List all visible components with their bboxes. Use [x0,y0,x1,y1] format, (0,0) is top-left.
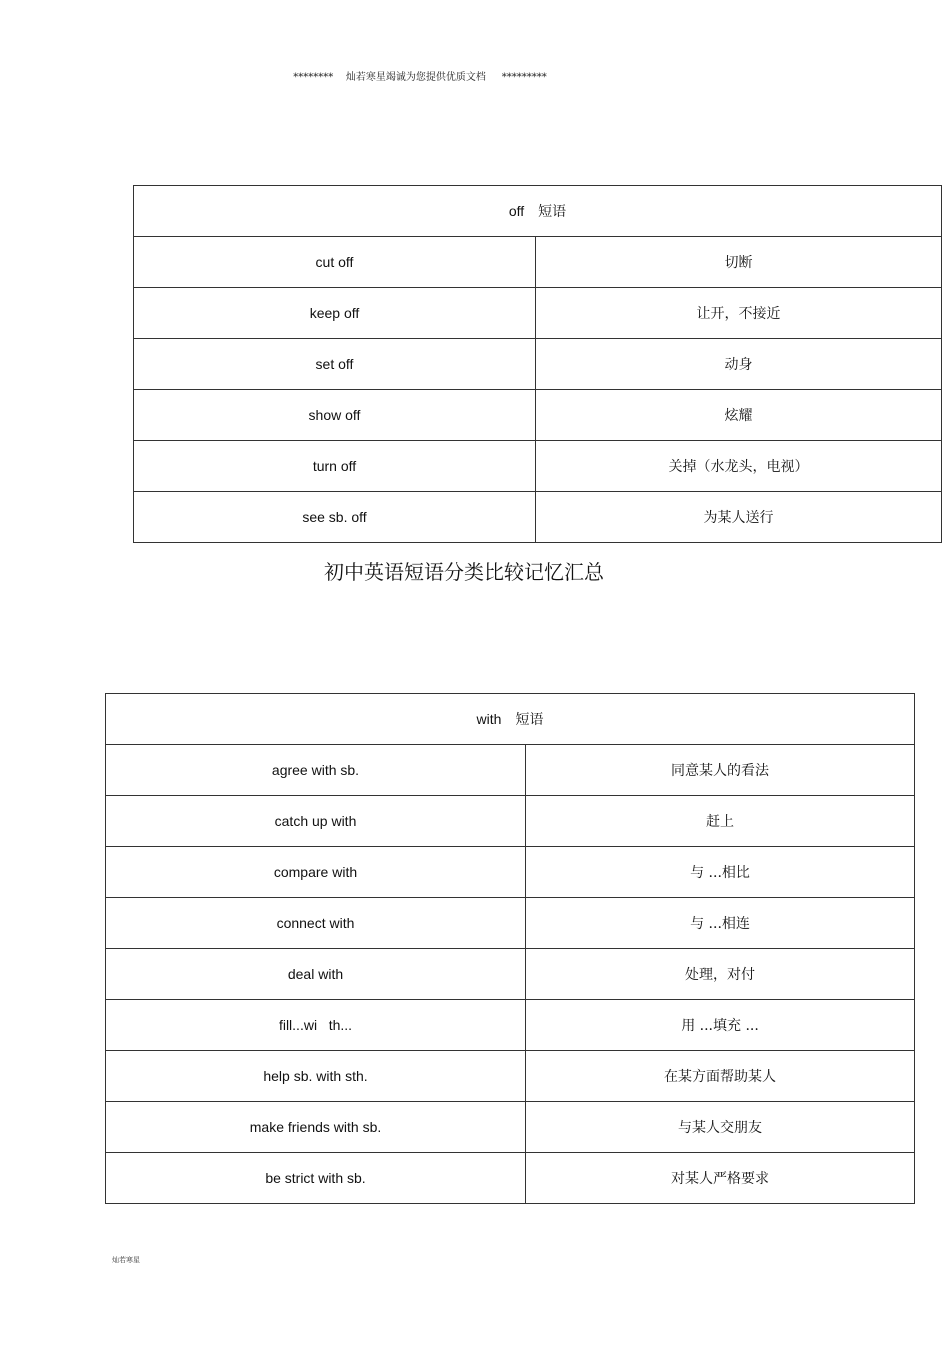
page-footer: 灿若寒星 [112,1256,140,1264]
table-row [106,847,915,898]
table-row [106,1153,915,1204]
phrase-en: keep off [134,288,536,339]
phrase-cn: 与某人交朋友 [526,1102,915,1153]
phrase-cn: 处理，对付 [526,949,915,1000]
table-row [134,288,942,339]
phrase-en: fill...wi th... [106,1000,526,1051]
phrase-en: catch up with [106,796,526,847]
phrase-cn: 用 ...填充 ... [526,1000,915,1051]
phrase-cn: 与 ...相连 [526,898,915,949]
phrase-en: show off [134,390,536,441]
phrase-en: turn off [134,441,536,492]
table-row [106,949,915,1000]
table-row [106,1102,915,1153]
phrase-cn: 关掉（水龙头，电视） [536,441,942,492]
phrase-cn: 为某人送行 [536,492,942,543]
off-phrase-table [133,185,942,543]
table-row [106,1000,915,1051]
table-row [106,745,915,796]
phrase-cn: 与 ...相比 [526,847,915,898]
table-row [134,339,942,390]
phrase-cn: 同意某人的看法 [526,745,915,796]
phrase-cn: 让开，不接近 [536,288,942,339]
phrase-cn: 动身 [536,339,942,390]
phrase-cn: 赶上 [526,796,915,847]
phrase-en: make friends with sb. [106,1102,526,1153]
table-row [134,237,942,288]
phrase-cn: 切断 [536,237,942,288]
table-row [106,898,915,949]
phrase-en: help sb. with sth. [106,1051,526,1102]
with-phrase-table [105,693,915,1204]
phrase-en: connect with [106,898,526,949]
table-row [134,390,942,441]
phrase-cn: 对某人严格要求 [526,1153,915,1204]
phrase-cn: 在某方面帮助某人 [526,1051,915,1102]
with-title-en: with [476,711,502,727]
document-title: 初中英语短语分类比较记忆汇总 [324,560,604,584]
phrase-en: compare with [106,847,526,898]
table-row [106,1051,915,1102]
with-title-cn: 短语 [515,712,544,728]
table-header-row [106,694,915,745]
table-header-row [134,186,942,237]
phrase-en: deal with [106,949,526,1000]
phrase-cn: 炫耀 [536,390,942,441]
off-title-en: off [508,203,525,219]
page-header: ******** 灿若寒星竭诚为您提供优质文档 ********* [293,72,547,83]
table-row [134,441,942,492]
phrase-en: cut off [134,237,536,288]
phrase-en: see sb. off [134,492,536,543]
table-row [106,796,915,847]
table-row [134,492,942,543]
with-table-title [106,694,915,745]
off-table-title [134,186,942,237]
phrase-en: set off [134,339,536,390]
phrase-en: agree with sb. [106,745,526,796]
phrase-en: be strict with sb. [106,1153,526,1204]
off-title-cn: 短语 [538,204,567,220]
